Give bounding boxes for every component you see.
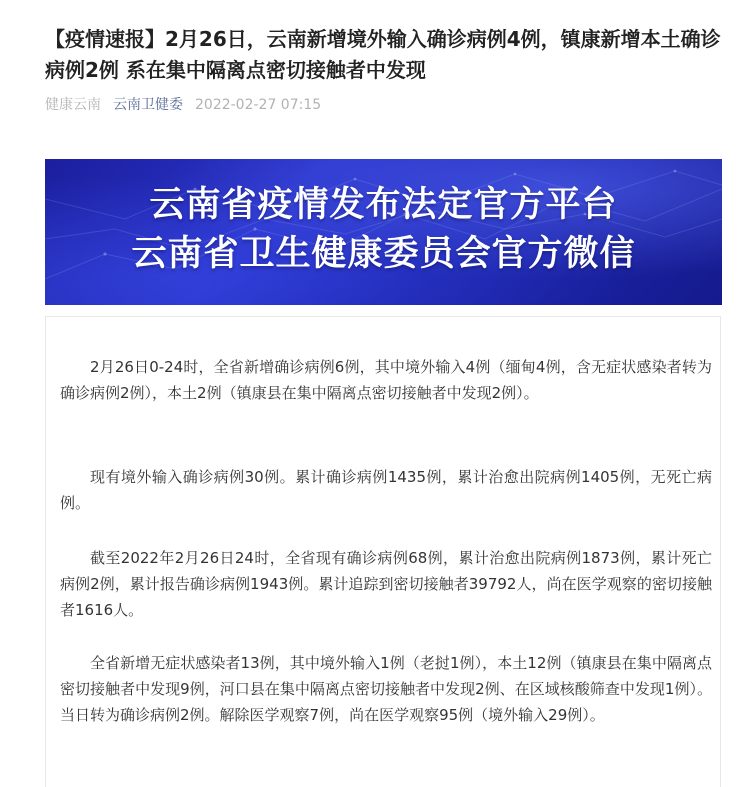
paragraph-2: 现有境外输入确诊病例30例。累计确诊病例1435例，累计治愈出院病例1405例，无死亡病例。 — [60, 468, 712, 512]
banner-line-2: 云南省卫生健康委员会官方微信 — [131, 234, 636, 274]
paragraph-3: 截至2022年2月26日24时，全省现有确诊病例68例，累计治愈出院病例1873例，累计死亡病例2例，累计报告确诊病例1943例。累计追踪到密切接触者39792人，尚在医学观察的密切接触者1616人。 — [60, 549, 712, 619]
article-title: 【疫情速报】2月26日，云南新增境外输入确诊病例4例，镇康新增本土确诊病例2例 系在集中隔离点密切接触者中发现 — [45, 27, 721, 82]
publish-time: 2022-02-27 07:15 — [195, 97, 322, 113]
paragraph-4: 全省新增无症状感染者13例，其中境外输入1例（老挝1例），本土12例（镇康县在集中隔离点密切接触者中发现9例，河口县在集中隔离点密切接触者中发现2例、在区域核酸筛查中发现1例）。当日转为确诊病例2例。解除医学观察7例，尚在医学观察95例（境外输入29例）。 — [60, 654, 712, 724]
article-body — [45, 316, 721, 787]
article-meta — [45, 95, 321, 115]
author-name: 健康云南 — [45, 97, 101, 113]
account-link[interactable]: 云南卫健委 — [113, 97, 183, 113]
paragraph-1: 2月26日0-24时，全省新增确诊病例6例，其中境外输入4例（缅甸4例，含无症状感染者转为确诊病例2例），本土2例（镇康县在集中隔离点密切接触者中发现2例）。 — [60, 358, 712, 402]
banner-image — [45, 159, 722, 305]
banner-line-1: 云南省疫情发布法定官方平台 — [149, 185, 618, 225]
